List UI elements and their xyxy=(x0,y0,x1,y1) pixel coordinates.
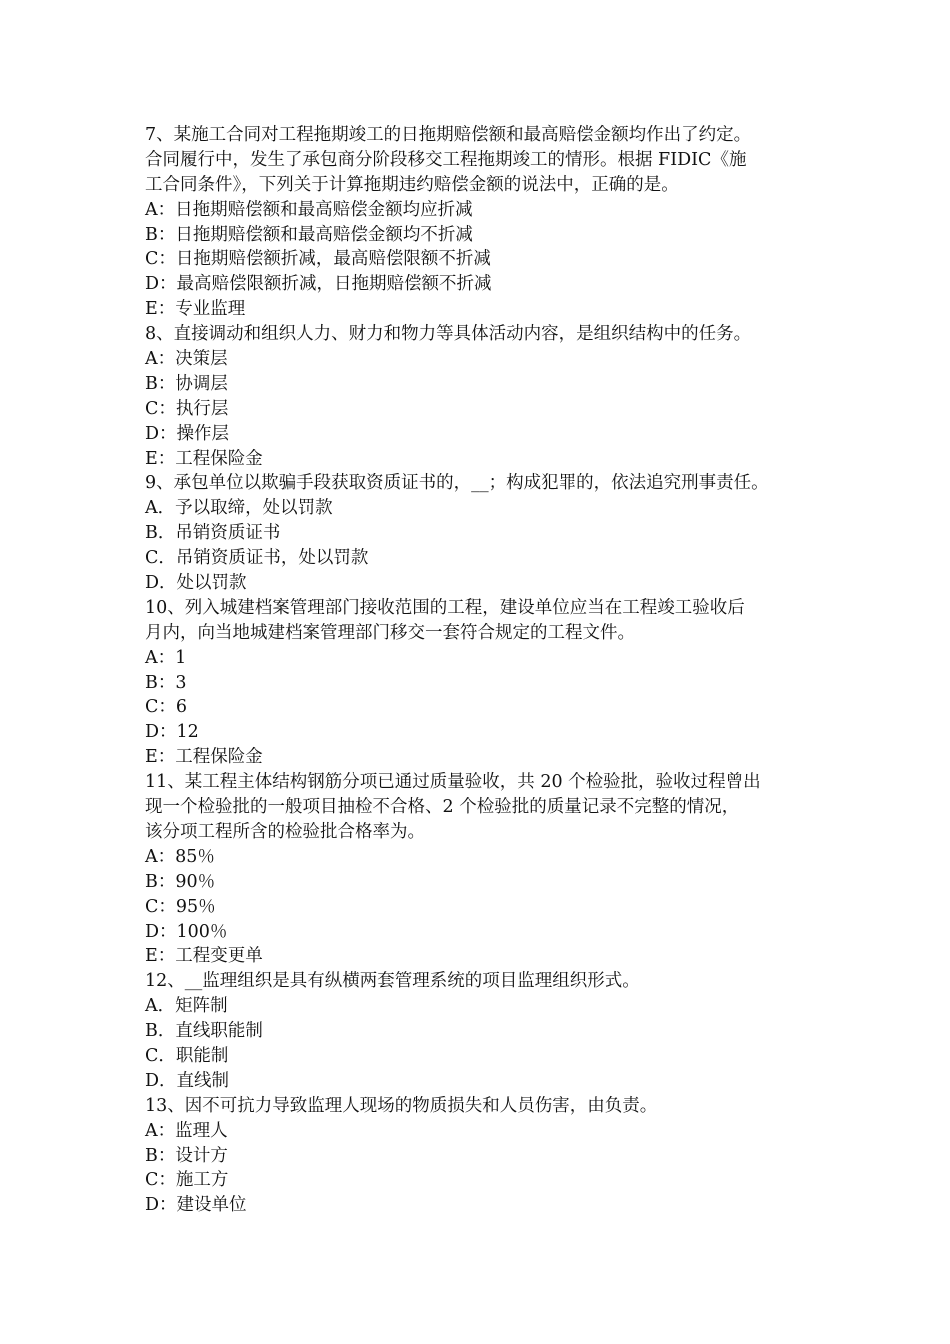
question-text-line: 11、某工程主体结构钢筋分项已通过质量验收，共 20 个检验批，验收过程曾出 xyxy=(145,772,761,793)
question-text-line: 13、因不可抗力导致监理人现场的物质损失和人员伤害，由负责。 xyxy=(145,1095,658,1116)
option-a: A：日拖期赔偿额和最高赔偿金额均应折减 xyxy=(145,199,473,220)
option-c: C：执行层 xyxy=(145,398,229,419)
option-a: A．予以取缔，处以罚款 xyxy=(145,498,333,519)
option-e: E：工程保险金 xyxy=(145,448,263,469)
option-c: C：日拖期赔偿额折减，最高赔偿限额不折减 xyxy=(145,249,491,270)
question-text-line: 9、承包单位以欺骗手段获取资质证书的，__；构成犯罪的，依法追究刑事责任。 xyxy=(145,473,769,494)
question-12 xyxy=(145,969,825,1093)
question-8 xyxy=(145,322,825,471)
option-b: B：90％ xyxy=(145,871,216,892)
option-d: D：最高赔偿限额折减，日拖期赔偿额不折减 xyxy=(145,274,492,295)
question-text-line: 现一个检验批的一般项目抽检不合格、2 个检验批的质量记录不完整的情况， xyxy=(145,797,740,818)
question-text-line: 工合同条件》，下列关于计算拖期违约赔偿金额的说法中，正确的是。 xyxy=(145,174,679,195)
option-c: C：95％ xyxy=(145,896,216,917)
option-a: A：85％ xyxy=(145,846,215,867)
question-9 xyxy=(145,471,825,595)
option-b: B：3 xyxy=(145,672,187,693)
option-b: B．吊销资质证书 xyxy=(145,523,281,544)
option-a: A．矩阵制 xyxy=(145,996,228,1017)
option-b: B：日拖期赔偿额和最高赔偿金额均不折减 xyxy=(145,224,473,245)
option-a: A：监理人 xyxy=(145,1120,228,1141)
option-d: D：建设单位 xyxy=(145,1195,247,1216)
option-c: C．职能制 xyxy=(145,1045,229,1066)
question-11 xyxy=(145,770,825,969)
option-b: B．直线职能制 xyxy=(145,1021,263,1042)
question-text-line: 月内，向当地城建档案管理部门移交一套符合规定的工程文件。 xyxy=(145,622,635,643)
option-d: D：100％ xyxy=(145,921,228,942)
option-d: D：12 xyxy=(145,722,199,743)
option-e: E：专业监理 xyxy=(145,299,246,320)
option-c: C：6 xyxy=(145,697,188,718)
option-e: E：工程保险金 xyxy=(145,747,263,768)
question-text-line: 7、某施工合同对工程拖期竣工的日拖期赔偿额和最高赔偿金额均作出了约定。 xyxy=(145,125,752,145)
option-b: B：设计方 xyxy=(145,1145,228,1166)
question-text-line: 该分项工程所含的检验批合格率为。 xyxy=(145,821,425,842)
option-d: D．处以罚款 xyxy=(145,573,247,594)
option-a: A：1 xyxy=(145,647,187,668)
question-list xyxy=(145,123,825,1218)
question-text-line: 8、直接调动和组织人力、财力和物力等具体活动内容，是组织结构中的任务。 xyxy=(145,324,752,345)
option-a: A：决策层 xyxy=(145,349,228,370)
question-text-line: 合同履行中，发生了承包商分阶段移交工程拖期竣工的情形。根据 FIDIC《施 xyxy=(145,149,747,170)
option-b: B：协调层 xyxy=(145,373,228,394)
option-d: D：操作层 xyxy=(145,423,230,444)
option-d: D．直线制 xyxy=(145,1070,230,1091)
question-10 xyxy=(145,596,825,770)
option-c: C：施工方 xyxy=(145,1170,229,1191)
option-c: C．吊销资质证书，处以罚款 xyxy=(145,548,369,569)
question-13 xyxy=(145,1094,825,1218)
question-7 xyxy=(145,123,825,322)
option-e: E：工程变更单 xyxy=(145,946,263,967)
question-text-line: 12、__监理组织是具有纵横两套管理系统的项目监理组织形式。 xyxy=(145,971,640,992)
question-text-line: 10、列入城建档案管理部门接收范围的工程，建设单位应当在工程竣工验收后 xyxy=(145,597,745,618)
